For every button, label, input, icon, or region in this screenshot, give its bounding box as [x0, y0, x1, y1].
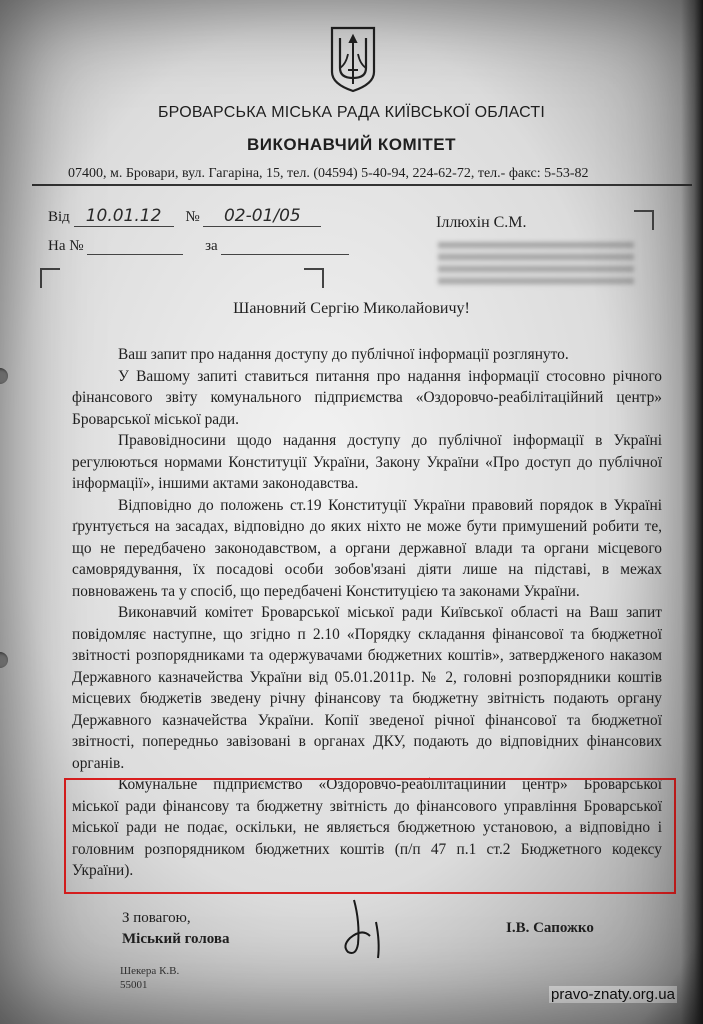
corner-mark [304, 268, 324, 288]
highlight-box [64, 778, 676, 894]
paragraph: Ваш запит про надання доступу до публічної інформації розглянуто. [118, 346, 569, 363]
site-watermark: pravo-znaty.org.ua [551, 986, 675, 1003]
to-number-label: На № [48, 238, 84, 254]
signatory-role: Міський голова [122, 931, 230, 947]
corner-mark [634, 210, 654, 230]
number-label: № [185, 209, 200, 225]
trident-emblem-icon [328, 24, 378, 94]
regards: З повагою, [122, 910, 191, 926]
punch-hole [0, 652, 8, 668]
executor-block [120, 964, 179, 992]
contact-details: 07400, м. Бровари, вул. Гагаріна, 15, тел. (04594) 5-40-94, 224-62-72, тел.- факс: 5-53-82 [68, 166, 589, 181]
paragraph: Правовідносини щодо надання доступу до публічної інформації в Україні регулюються нормами Конституції України, Закону України «Про доступ до публічної інформації», іншими актами законодавства. [72, 432, 662, 492]
punch-hole [0, 368, 8, 384]
paragraph: Відповідно до положень ст.19 Конституції України правовий порядок в Україні ґрунтується на засадах, відповідно до яких ніхто не може бути примушений робити те, що не передбачено законодавством, а органи державної влади та органи місцевого самоврядування, їх посадові особи зобов'язані діяти лише на підставі, в межах повноважень та у спосіб, що передбачені Конституцією та законами України. [72, 496, 662, 600]
outgoing-reference [48, 206, 321, 227]
za-blank [221, 240, 349, 255]
corner-mark [40, 268, 60, 288]
closing-block [122, 908, 229, 950]
from-label: Від [48, 209, 70, 225]
greeting: Шановний Сергію Миколайовичу! [233, 300, 470, 317]
committee-name: ВИКОНАВЧИЙ КОМІТЕТ [247, 135, 456, 154]
executor-phone: 55001 [120, 979, 148, 991]
letter-number: 02-01/05 [203, 206, 321, 227]
to-number-blank [87, 240, 183, 255]
letter-date: 10.01.12 [74, 206, 174, 227]
signature-icon [340, 892, 400, 962]
council-name: БРОВАРСЬКА МІСЬКА РАДА КИЇВСЬКОЇ ОБЛАСТІ [157, 104, 546, 121]
paragraph: Виконавчий комітет Броварської міської ради Київської області на Ваш запит повідомляє наступне, що згідно п 2.10 «Порядку складання фінансової та бюджетної звітності розпорядниками та одержувачами бюджетних коштів», затвердженого наказом Державного казначейства України від 05.01.2011р. № 2, головні розпорядники коштів місцевих бюджетів зведену річну фінансову та бюджетну звітність подають органу Державного казначейства України. Копії зведеної річної фінансової та бюджетної звітності, попередньо завізовані в органах ДКУ, подають до відповідних фінансових органів. [72, 604, 662, 772]
paragraph: У Вашому запиті ставиться питання про надання інформації стосовно річного фінансового звіту комунального підприємства «Оздоровчо-реабілітаційний центр» Броварської міської ради. [72, 367, 662, 428]
signatory-name: І.В. Сапожко [506, 920, 594, 936]
redacted-address [438, 242, 634, 286]
executor-name: Шекера К.В. [120, 965, 180, 977]
incoming-reference [48, 238, 349, 255]
paragraph: Комунальне підприємство «Оздоровчо-реабілітаційний центр» Броварської міської ради фінансову та бюджетну звітність до фінансового управління Броварської міської ради не подає, оскільки, не являється бюджетною установою, а відповідно і головним розпорядником бюджетних коштів (п/п 47 п.1 ст.2 Бюджетного кодексу України). [72, 776, 662, 879]
addressee-name: Іллюхін С.М. [436, 214, 527, 231]
za-label: за [205, 238, 218, 254]
header-divider [32, 184, 692, 186]
